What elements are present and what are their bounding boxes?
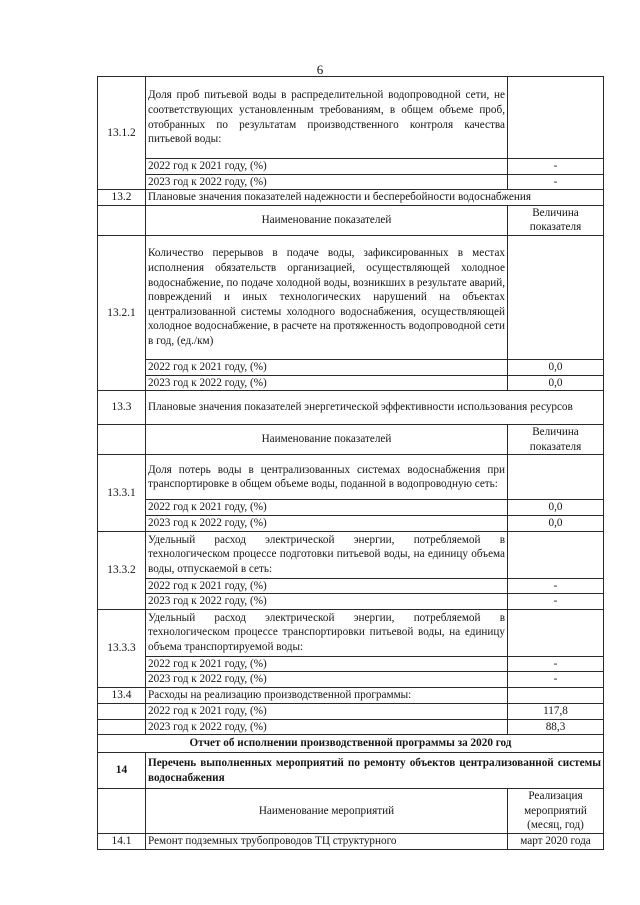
- value-cell: 0,0: [508, 359, 604, 375]
- row-number: 13.3.3: [98, 609, 146, 687]
- column-header-value: Величина показателя: [508, 425, 604, 455]
- column-header-name: Наименование показателей: [146, 205, 508, 235]
- column-header-value: Реализация мероприятий (месяц, год): [508, 789, 604, 834]
- table-row: [98, 174, 604, 190]
- value-cell: -: [508, 174, 604, 190]
- value-cell: 117,8: [508, 703, 604, 719]
- empty-cell: [98, 789, 146, 834]
- year-label: 2023 год к 2022 году, (%): [146, 174, 508, 190]
- value-cell: -: [508, 159, 604, 175]
- empty-cell: [98, 425, 146, 455]
- row-number: 13.3: [98, 391, 146, 425]
- table-row: [98, 190, 604, 206]
- column-header-name: Наименование мероприятий: [146, 789, 508, 834]
- table-row: [98, 235, 604, 359]
- table-row: [98, 375, 604, 391]
- row-number: 13.1.2: [98, 77, 146, 190]
- table-row: [98, 578, 604, 594]
- section-heading: Плановые значения показателей надежности и бесперебойности водоснабжения: [146, 190, 604, 206]
- value-cell: 0,0: [508, 375, 604, 391]
- table-row: [98, 159, 604, 175]
- report-title: Отчет об исполнении производственной программы за 2020 год: [98, 735, 604, 753]
- table-row: [98, 687, 604, 703]
- year-label: 2023 год к 2022 году, (%): [146, 594, 508, 610]
- table-row: [98, 735, 604, 753]
- column-header-value: Величина показателя: [508, 205, 604, 235]
- row-number: 14.1: [98, 834, 146, 850]
- table-row: [98, 834, 604, 850]
- value-cell: -: [508, 594, 604, 610]
- empty-cell: [98, 719, 146, 735]
- table-row: [98, 515, 604, 531]
- table-row: [98, 531, 604, 578]
- table-row: [98, 500, 604, 516]
- indicator-text: Расходы на реализацию производственной программы:: [146, 687, 508, 703]
- year-label: 2022 год к 2021 году, (%): [146, 656, 508, 672]
- table-row: [98, 391, 604, 425]
- section-heading: Плановые значения показателей энергетической эффективности использования ресурсов: [146, 391, 604, 425]
- column-header-name: Наименование показателей: [146, 425, 508, 455]
- value-cell: -: [508, 656, 604, 672]
- value-cell: [508, 455, 604, 500]
- row-number: 13.4: [98, 687, 146, 703]
- indicator-text: Количество перерывов в подаче воды, зафиксированных в местах исполнения обязательств организацией, осуществляющей холодное водоснабжение, по подаче холодной воды, возникших в результате аварий, повреждений и иных технологических нарушений на объектах централизованной системы холодного водоснабжения, осуществляющей холодное водоснабжение, в расчете на протяженность водопроводной сети в год, (ед./км): [146, 235, 508, 359]
- value-cell: 0,0: [508, 500, 604, 516]
- table-row: [98, 753, 604, 789]
- row-number: 14: [98, 753, 146, 789]
- table-row: [98, 359, 604, 375]
- year-label: 2022 год к 2021 году, (%): [146, 578, 508, 594]
- year-label: 2022 год к 2021 году, (%): [146, 500, 508, 516]
- table-header-row: [98, 425, 604, 455]
- year-label: 2022 год к 2021 году, (%): [146, 703, 508, 719]
- value-cell: 88,3: [508, 719, 604, 735]
- table-row: [98, 719, 604, 735]
- table-row: [98, 77, 604, 159]
- value-cell: [508, 77, 604, 159]
- value-cell: -: [508, 672, 604, 688]
- value-cell: март 2020 года: [508, 834, 604, 850]
- table-row: [98, 455, 604, 500]
- indicator-text: Доля проб питьевой воды в распределительной водопроводной сети, не соответствующих установленным требованиям, в общем объеме проб, отобранных по результатам производственного контроля качества питьевой воды:: [146, 77, 508, 159]
- value-cell: [508, 609, 604, 656]
- year-label: 2023 год к 2022 году, (%): [146, 672, 508, 688]
- year-label: 2023 год к 2022 году, (%): [146, 375, 508, 391]
- empty-cell: [98, 703, 146, 719]
- section-heading: Перечень выполненных мероприятий по ремонту объектов централизованной системы водоснабжения: [146, 753, 604, 789]
- table-row: [98, 656, 604, 672]
- value-cell: [508, 687, 604, 703]
- indicator-text: Доля потерь воды в централизованных системах водоснабжения при транспортировке в общем объеме воды, поданной в водопроводную сеть:: [146, 455, 508, 500]
- value-cell: -: [508, 578, 604, 594]
- table-header-row: [98, 205, 604, 235]
- indicators-table: [97, 76, 604, 850]
- year-label: 2023 год к 2022 году, (%): [146, 515, 508, 531]
- indicator-text: Удельный расход электрической энергии, потребляемой в технологическом процессе транспортировки питьевой воды, на единицу объема транспортируемой воды:: [146, 609, 508, 656]
- year-label: 2023 год к 2022 году, (%): [146, 719, 508, 735]
- row-number: 13.2: [98, 190, 146, 206]
- row-number: 13.3.1: [98, 455, 146, 531]
- empty-cell: [98, 205, 146, 235]
- table-row: [98, 609, 604, 656]
- year-label: 2022 год к 2021 году, (%): [146, 359, 508, 375]
- row-number: 13.3.2: [98, 531, 146, 609]
- table-row: [98, 672, 604, 688]
- indicator-text: Удельный расход электрической энергии, потребляемой в технологическом процессе подготовки питьевой воды, на единицу объема воды, отпускаемой в сеть:: [146, 531, 508, 578]
- page-number: 6: [316, 62, 324, 77]
- value-cell: [508, 531, 604, 578]
- table-row: [98, 703, 604, 719]
- value-cell: 0,0: [508, 515, 604, 531]
- table-row: [98, 594, 604, 610]
- indicator-text: Ремонт подземных трубопроводов ТЦ структурного: [146, 834, 508, 850]
- row-number: 13.2.1: [98, 235, 146, 390]
- value-cell: [508, 235, 604, 359]
- table-header-row: [98, 789, 604, 834]
- year-label: 2022 год к 2021 году, (%): [146, 159, 508, 175]
